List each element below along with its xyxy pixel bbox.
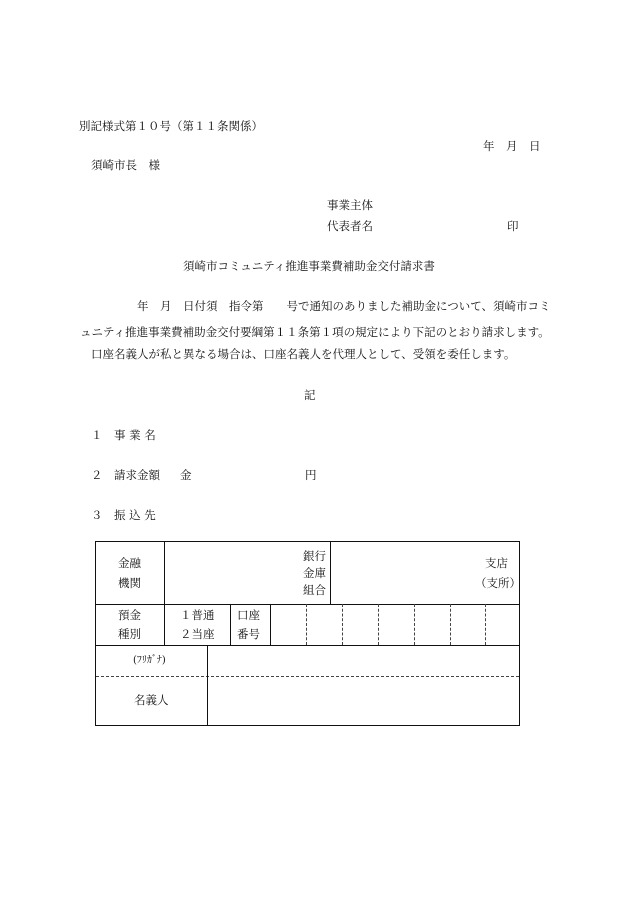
col-divider bbox=[230, 604, 231, 645]
addressee: 須崎市長 様 bbox=[91, 158, 160, 172]
bank-suffix-3: 組合 bbox=[303, 583, 326, 597]
account-holder-label: 名義人 bbox=[134, 693, 169, 707]
applicant-org-label: 事業主体 bbox=[327, 198, 373, 212]
bank-suffix-2: 金庫 bbox=[303, 566, 326, 580]
digit-box-divider bbox=[450, 604, 451, 645]
deposit-type-current[interactable]: ２当座 bbox=[180, 627, 215, 641]
digit-box-divider bbox=[342, 604, 343, 645]
row-divider-dashed bbox=[96, 676, 519, 677]
furigana-label: (ﾌﾘｶﾞﾅ) bbox=[133, 655, 166, 666]
date-line: 年 月 日 bbox=[483, 139, 541, 153]
body-line-2: ュニティ推進事業費補助金交付要綱第１１条第１項の規定により下記のとおり請求します。 bbox=[80, 325, 550, 339]
document-title: 須崎市コミュニティ推進事業費補助金交付請求書 bbox=[183, 259, 435, 273]
digit-box-divider bbox=[414, 604, 415, 645]
account-label-2: 番号 bbox=[237, 627, 260, 641]
seal-mark: 印 bbox=[507, 219, 519, 233]
item-project-name: １ 事 業 名 bbox=[91, 428, 156, 442]
deposit-label-2: 種別 bbox=[118, 627, 141, 641]
digit-box-divider bbox=[378, 604, 379, 645]
digit-box-divider bbox=[485, 604, 486, 645]
branch-suffix-2: （支所） bbox=[475, 576, 521, 590]
item-amount-yen: 円 bbox=[305, 468, 317, 482]
col-divider bbox=[207, 645, 208, 725]
item-amount-kin: 金 bbox=[180, 468, 192, 482]
form-number: 別記様式第１０号（第１１条関係） bbox=[79, 119, 263, 133]
account-label-1: 口座 bbox=[237, 608, 260, 622]
deposit-type-ordinary[interactable]: １普通 bbox=[180, 608, 215, 622]
ki-heading: 記 bbox=[304, 388, 316, 402]
institution-label-1: 金融 bbox=[118, 556, 141, 570]
bank-suffix-1: 銀行 bbox=[303, 549, 326, 563]
col-divider bbox=[330, 542, 331, 604]
col-divider bbox=[270, 604, 271, 645]
digit-box-divider bbox=[306, 604, 307, 645]
col-divider bbox=[164, 542, 165, 645]
applicant-rep-label: 代表者名 bbox=[327, 219, 373, 233]
item-amount-label: ２ 請求金額 bbox=[91, 468, 160, 482]
deposit-label-1: 預金 bbox=[118, 608, 141, 622]
row-divider bbox=[96, 604, 519, 605]
institution-label-2: 機関 bbox=[118, 576, 141, 590]
body-line-1: 年 月 日付須 指令第 号で通知のありました補助金について、須崎市コミ bbox=[137, 299, 551, 313]
item-transfer-dest: ３ 振 込 先 bbox=[91, 508, 156, 522]
branch-suffix-1: 支店 bbox=[485, 556, 508, 570]
bank-account-table bbox=[95, 541, 520, 726]
body-line-3: 口座名義人が私と異なる場合は、口座名義人を代理人として、受領を委任します。 bbox=[91, 347, 516, 361]
row-divider bbox=[96, 645, 519, 646]
